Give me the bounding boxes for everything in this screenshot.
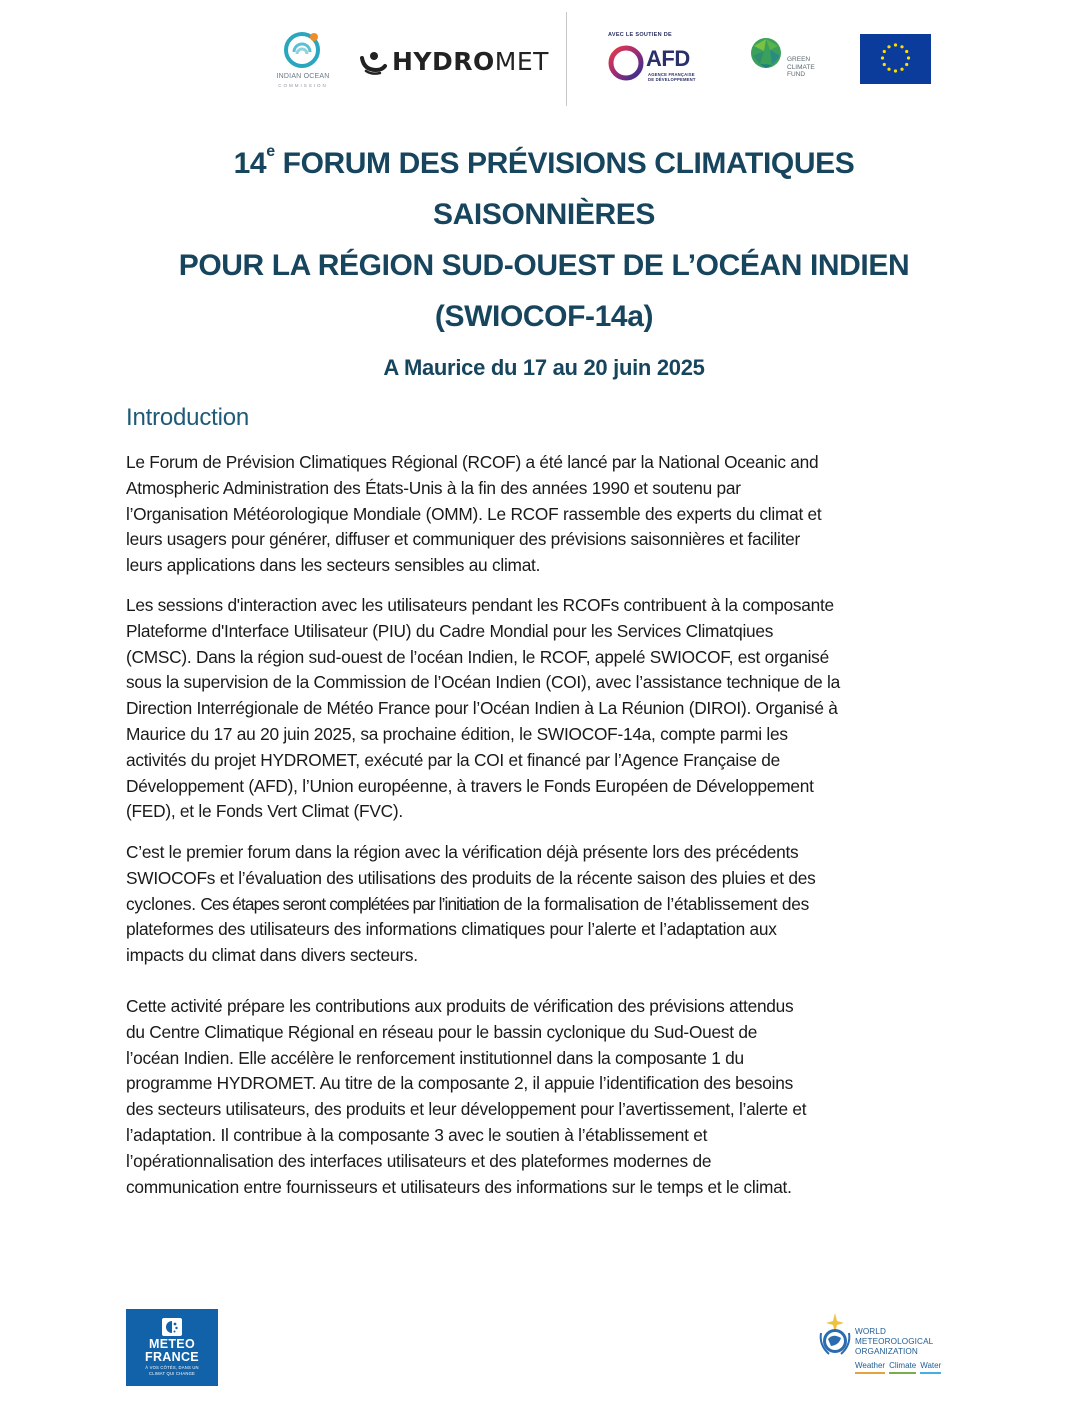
paragraph-line: l’océan Indien. Elle accélère le renforcement institutionnel dans la composante 1 du bbox=[126, 1047, 744, 1068]
header-logo-bar bbox=[0, 0, 1088, 115]
meteo-france-logo bbox=[126, 1309, 218, 1386]
afd-ring-icon bbox=[607, 44, 645, 82]
document-title bbox=[100, 138, 988, 342]
wmo-tag-weather: Weather bbox=[855, 1361, 885, 1374]
meteo-france-name bbox=[126, 1338, 218, 1363]
line-segment-condensed: Ces étapes seront complétées par l’initiation bbox=[200, 893, 499, 914]
line-segment: cyclones. bbox=[126, 893, 201, 914]
logo-divider bbox=[566, 12, 567, 106]
wmo-logo bbox=[815, 1311, 950, 1381]
meteo-line1: METEO bbox=[149, 1337, 195, 1351]
meteo-france-emblem-icon bbox=[162, 1318, 182, 1336]
paragraph-4 bbox=[126, 994, 966, 1200]
paragraph-line: sous la supervision de la Commission de l’Océan Indien (COI), avec l’assistance technique de la bbox=[126, 672, 840, 693]
title-line-1-text: FORUM DES PRÉVISIONS CLIMATIQUES bbox=[274, 147, 855, 180]
afd-letters: AFD bbox=[646, 46, 690, 71]
paragraph-line: Direction Interrégionale de Météo France pour l’Océan Indien à La Réunion (DIROI). Organisé à bbox=[126, 698, 838, 719]
wmo-tag-water: Water bbox=[920, 1361, 941, 1374]
afd-subtitle bbox=[648, 72, 696, 82]
document-subtitle: A Maurice du 17 au 20 juin 2025 bbox=[383, 355, 705, 380]
paragraph-line: des secteurs utilisateurs, des produits et leur développement pour l’avertissement, l’alerte et bbox=[126, 1099, 807, 1120]
hydromet-wordmark bbox=[392, 47, 549, 76]
afd-logo bbox=[606, 32, 706, 92]
hydromet-light: MET bbox=[494, 46, 549, 76]
gcf-line2: CLIMATE bbox=[787, 63, 815, 71]
wmo-emblem-icon bbox=[815, 1311, 855, 1359]
paragraph-line: activités du projet HYDROMET, exécuté par la COI et financé par l’Agence Française de bbox=[126, 749, 780, 770]
meteo-tag1: À VOS CÔTÉS, DANS UN bbox=[145, 1365, 199, 1370]
paragraph-line: Plateforme d'Interface Utilisateur (PIU) du Cadre Mondial pour les Services Climatqiues bbox=[126, 620, 774, 641]
paragraph-line: plateformes des utilisateurs des informations climatiques pour l’alerte et l’adaptation aux bbox=[126, 919, 777, 940]
title-ordinal-suffix: e bbox=[266, 143, 275, 160]
title-line-2: SAISONNIÈRES bbox=[433, 198, 655, 231]
paragraph-line: Les sessions d'interaction avec les utilisateurs pendant les RCOFs contribuent à la composante bbox=[126, 595, 834, 615]
eu-flag-logo bbox=[860, 34, 931, 84]
paragraph-line: Atmospheric Administration des États-Unis à la fin des années 1990 et soutenu par bbox=[126, 477, 741, 498]
wmo-tag-climate: Climate bbox=[889, 1361, 916, 1374]
paragraph-line: l’Organisation Météorologique Mondiale (OMM). Le RCOF rassemble des experts du climat et bbox=[126, 503, 822, 524]
paragraph-2 bbox=[126, 593, 966, 825]
hydromet-logo bbox=[358, 44, 549, 78]
paragraph-line: Le Forum de Prévision Climatiques Régional (RCOF) a été lancé par la National Oceanic and bbox=[126, 452, 819, 472]
meteo-tag2: CLIMAT QUI CHANGE bbox=[148, 1371, 196, 1376]
paragraph-3 bbox=[126, 840, 966, 969]
meteo-france-tagline bbox=[126, 1365, 218, 1377]
wmo-name bbox=[855, 1327, 933, 1357]
wmo-tagline bbox=[855, 1361, 941, 1374]
ioc-swirl-icon bbox=[284, 30, 322, 68]
paragraph-line: C’est le premier forum dans la région avec la vérification déjà présente lors des précédents bbox=[126, 842, 799, 862]
wmo-line2: METEOROLOGICAL bbox=[855, 1337, 934, 1346]
paragraph-line: Cette activité prépare les contributions aux produits de vérification des prévisions attendus bbox=[126, 996, 794, 1016]
title-number: 14 bbox=[233, 147, 267, 180]
indian-ocean-commission-logo bbox=[268, 30, 338, 96]
paragraph-1 bbox=[126, 450, 966, 579]
paragraph-line: (FED), et le Fonds Vert Climat (FVC). bbox=[126, 801, 403, 822]
eu-stars-icon bbox=[860, 34, 931, 84]
paragraph-line: (CMSC). Dans la région sud-ouest de l’océan Indien, le RCOF, appelé SWIOCOF, est organisé bbox=[126, 646, 829, 667]
paragraph-line: SWIOCOFs et l’évaluation des utilisations des produits de la récente saison des pluies et des bbox=[126, 867, 816, 888]
paragraph-line: leurs usagers pour générer, diffuser et communiquer des prévisions saisonnières et faciliter bbox=[126, 529, 801, 550]
title-line-3: POUR LA RÉGION SUD-OUEST DE L’OCÉAN INDIEN bbox=[178, 249, 910, 282]
gcf-globe-icon bbox=[750, 36, 784, 72]
paragraph-line: communication entre fournisseurs et utilisateurs des informations sur le temps et le climat. bbox=[126, 1176, 792, 1197]
afd-sub-line2: DE DÉVELOPPEMENT bbox=[648, 77, 696, 82]
afd-support-label: AVEC LE SOUTIEN DE bbox=[608, 32, 672, 38]
gcf-line1: GREEN bbox=[787, 56, 811, 63]
wmo-line3: ORGANIZATION bbox=[855, 1347, 918, 1356]
meteo-line2: FRANCE bbox=[145, 1349, 199, 1364]
gcf-name bbox=[787, 56, 815, 79]
ioc-commission: COMMISSION bbox=[278, 83, 328, 88]
gcf-line3: FUND bbox=[787, 71, 806, 78]
paragraph-line: l’opérationnalisation des interfaces utilisateurs et des plateformes modernes de bbox=[126, 1150, 712, 1171]
paragraph-line: Maurice du 17 au 20 juin 2025, sa prochaine édition, le SWIOCOF-14a, compte parmi les bbox=[126, 723, 788, 744]
title-line-4: (SWIOCOF-14a) bbox=[434, 300, 654, 333]
wmo-line1: WORLD bbox=[855, 1327, 886, 1336]
hydromet-wave-icon bbox=[358, 46, 388, 76]
line-segment: de la formalisation de l’établissement des bbox=[498, 893, 810, 914]
paragraph-line: du Centre Climatique Régional en réseau pour le bassin cyclonique du Sud-Ouest de bbox=[126, 1021, 758, 1042]
afd-sub-line1: AGENCE FRANÇAISE bbox=[648, 72, 695, 77]
paragraph-line: impacts du climat dans divers secteurs. bbox=[126, 945, 418, 966]
hydromet-bold: HYDRO bbox=[392, 46, 495, 76]
paragraph-line: Développement (AFD), l’Union européenne, à travers le Fonds Européen de Développement bbox=[126, 775, 814, 796]
title-line-1 bbox=[100, 138, 988, 189]
section-heading-introduction: Introduction bbox=[126, 404, 250, 431]
paragraph-line bbox=[126, 892, 966, 918]
paragraph-line: l’adaptation. Il contribue à la composante 3 avec le soutien à l’établissement et bbox=[126, 1124, 708, 1145]
green-climate-fund-logo bbox=[750, 36, 830, 86]
ioc-name: INDIAN OCEAN bbox=[276, 73, 330, 80]
paragraph-line: programme HYDROMET. Au titre de la composante 2, il appuie l’identification des besoins bbox=[126, 1073, 793, 1094]
paragraph-line: leurs applications dans les secteurs sensibles au climat. bbox=[126, 555, 541, 576]
